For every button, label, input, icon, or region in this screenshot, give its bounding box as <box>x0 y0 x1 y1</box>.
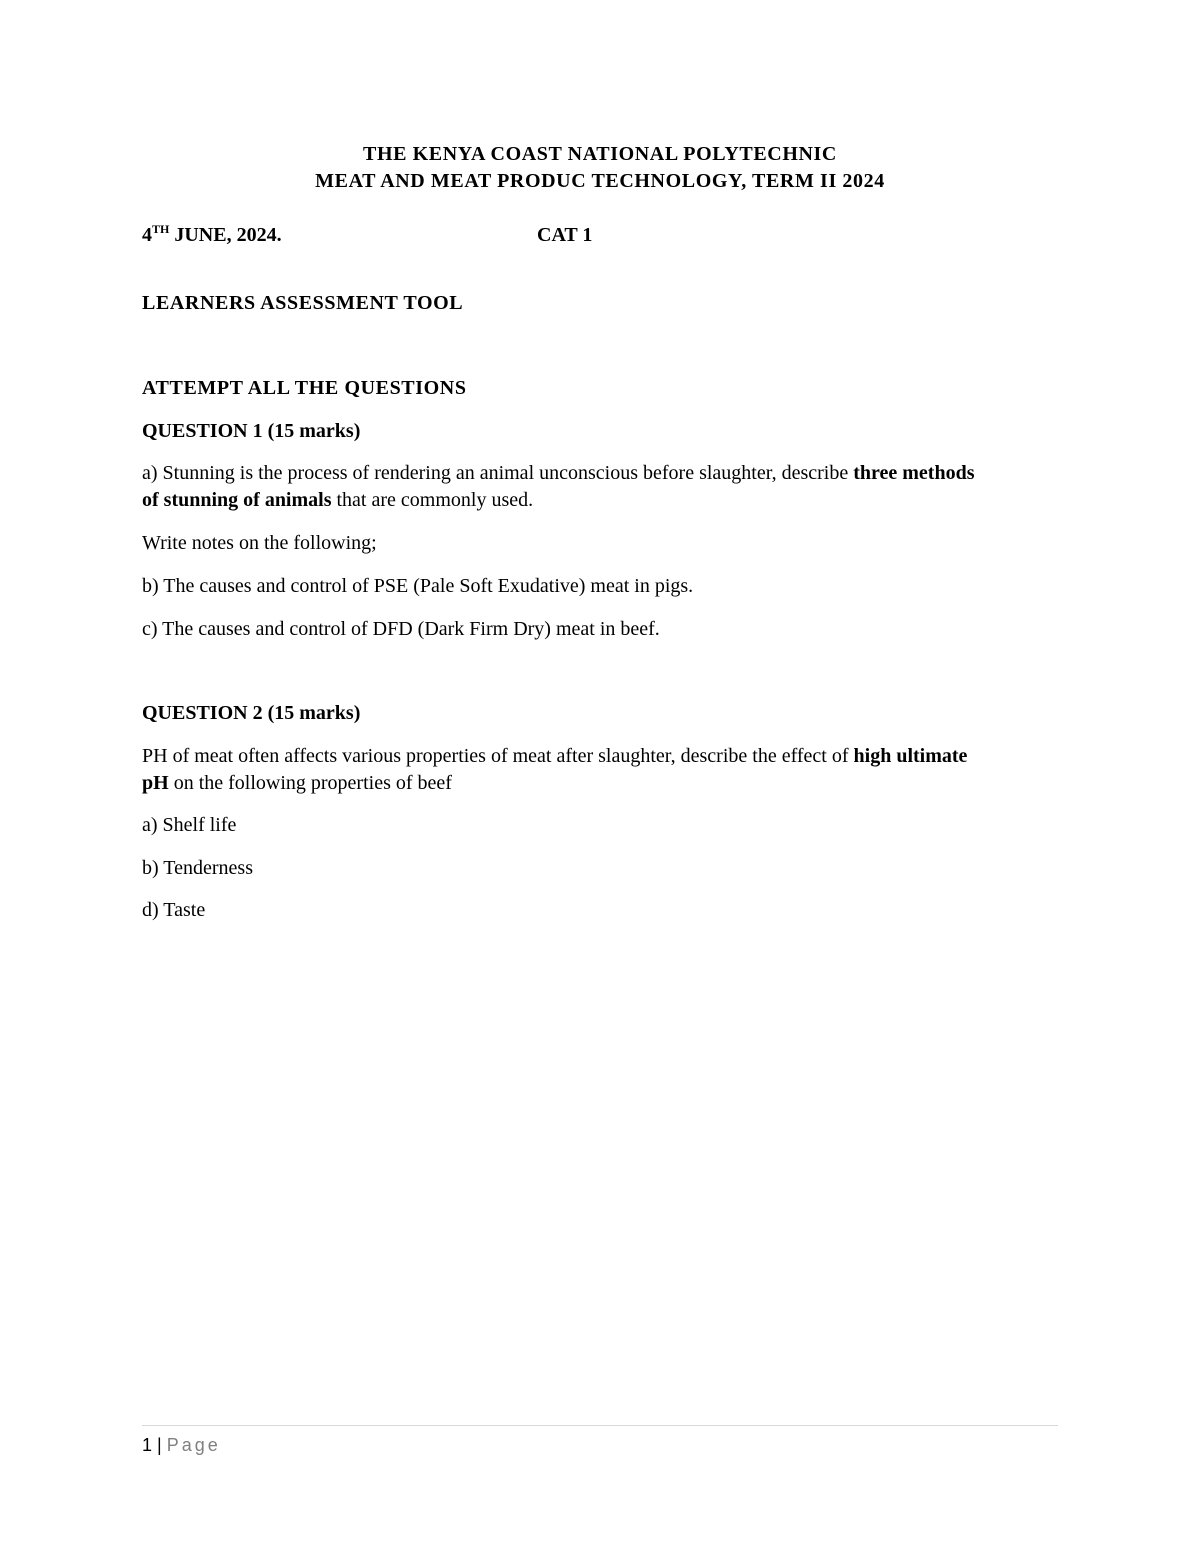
page-separator: | <box>152 1435 167 1455</box>
question-1a-line-1 <box>142 460 975 487</box>
question-2-label: QUESTION 2 <box>142 702 268 724</box>
question-1-notes-prompt: Write notes on the following; <box>142 532 377 554</box>
question-1b: b) The causes and control of PSE (Pale Soft Exudative) meat in pigs. <box>142 575 694 597</box>
question-1a-line-2 <box>142 487 533 514</box>
question-2-heading <box>142 700 360 727</box>
institution-title: THE KENYA COAST NATIONAL POLYTECHNIC <box>363 143 837 165</box>
page-word: Page <box>166 1435 221 1455</box>
date-day: 4 <box>142 224 152 246</box>
question-2-text: PH of meat often affects various properties of meat after slaughter, describe the effect of <box>142 745 854 767</box>
question-1-heading <box>142 418 360 445</box>
assessment-tool-title: LEARNERS ASSESSMENT TOOL <box>142 292 464 314</box>
question-1a-emphasis-cont: of stunning of animals <box>142 489 332 511</box>
question-2d: d) Taste <box>142 899 206 921</box>
question-2a: a) Shelf life <box>142 814 237 836</box>
course-title: MEAT AND MEAT PRODUC TECHNOLOGY, TERM II 2024 <box>315 170 885 192</box>
question-2-line-2 <box>142 770 452 797</box>
date-line <box>142 222 282 249</box>
question-2-text-cont: on the following properties of beef <box>168 772 452 794</box>
question-2-marks: (15 marks) <box>267 702 361 724</box>
question-2-emphasis: high ultimate <box>853 745 968 767</box>
footer-divider <box>142 1425 1058 1426</box>
question-1a-text-cont: that are commonly used. <box>331 489 534 511</box>
question-1a-text: a) Stunning is the process of rendering an animal unconscious before slaughter, describe <box>142 462 854 484</box>
page-footer <box>142 1432 221 1458</box>
question-1c: c) The causes and control of DFD (Dark Firm Dry) meat in beef. <box>142 618 660 640</box>
question-1-marks: (15 marks) <box>267 420 361 442</box>
question-1a-emphasis: three methods <box>853 462 975 484</box>
cat-label: CAT 1 <box>537 224 593 246</box>
date-rest: JUNE, 2024. <box>169 224 282 246</box>
question-2-line-1 <box>142 743 967 770</box>
date-superscript: TH <box>152 222 170 236</box>
question-2-emphasis-cont: pH <box>142 772 169 794</box>
question-1-label: QUESTION 1 <box>142 420 268 442</box>
page-number: 1 <box>142 1435 153 1455</box>
instruction-line: ATTEMPT ALL THE QUESTIONS <box>142 377 467 399</box>
question-2b: b) Tenderness <box>142 857 253 879</box>
